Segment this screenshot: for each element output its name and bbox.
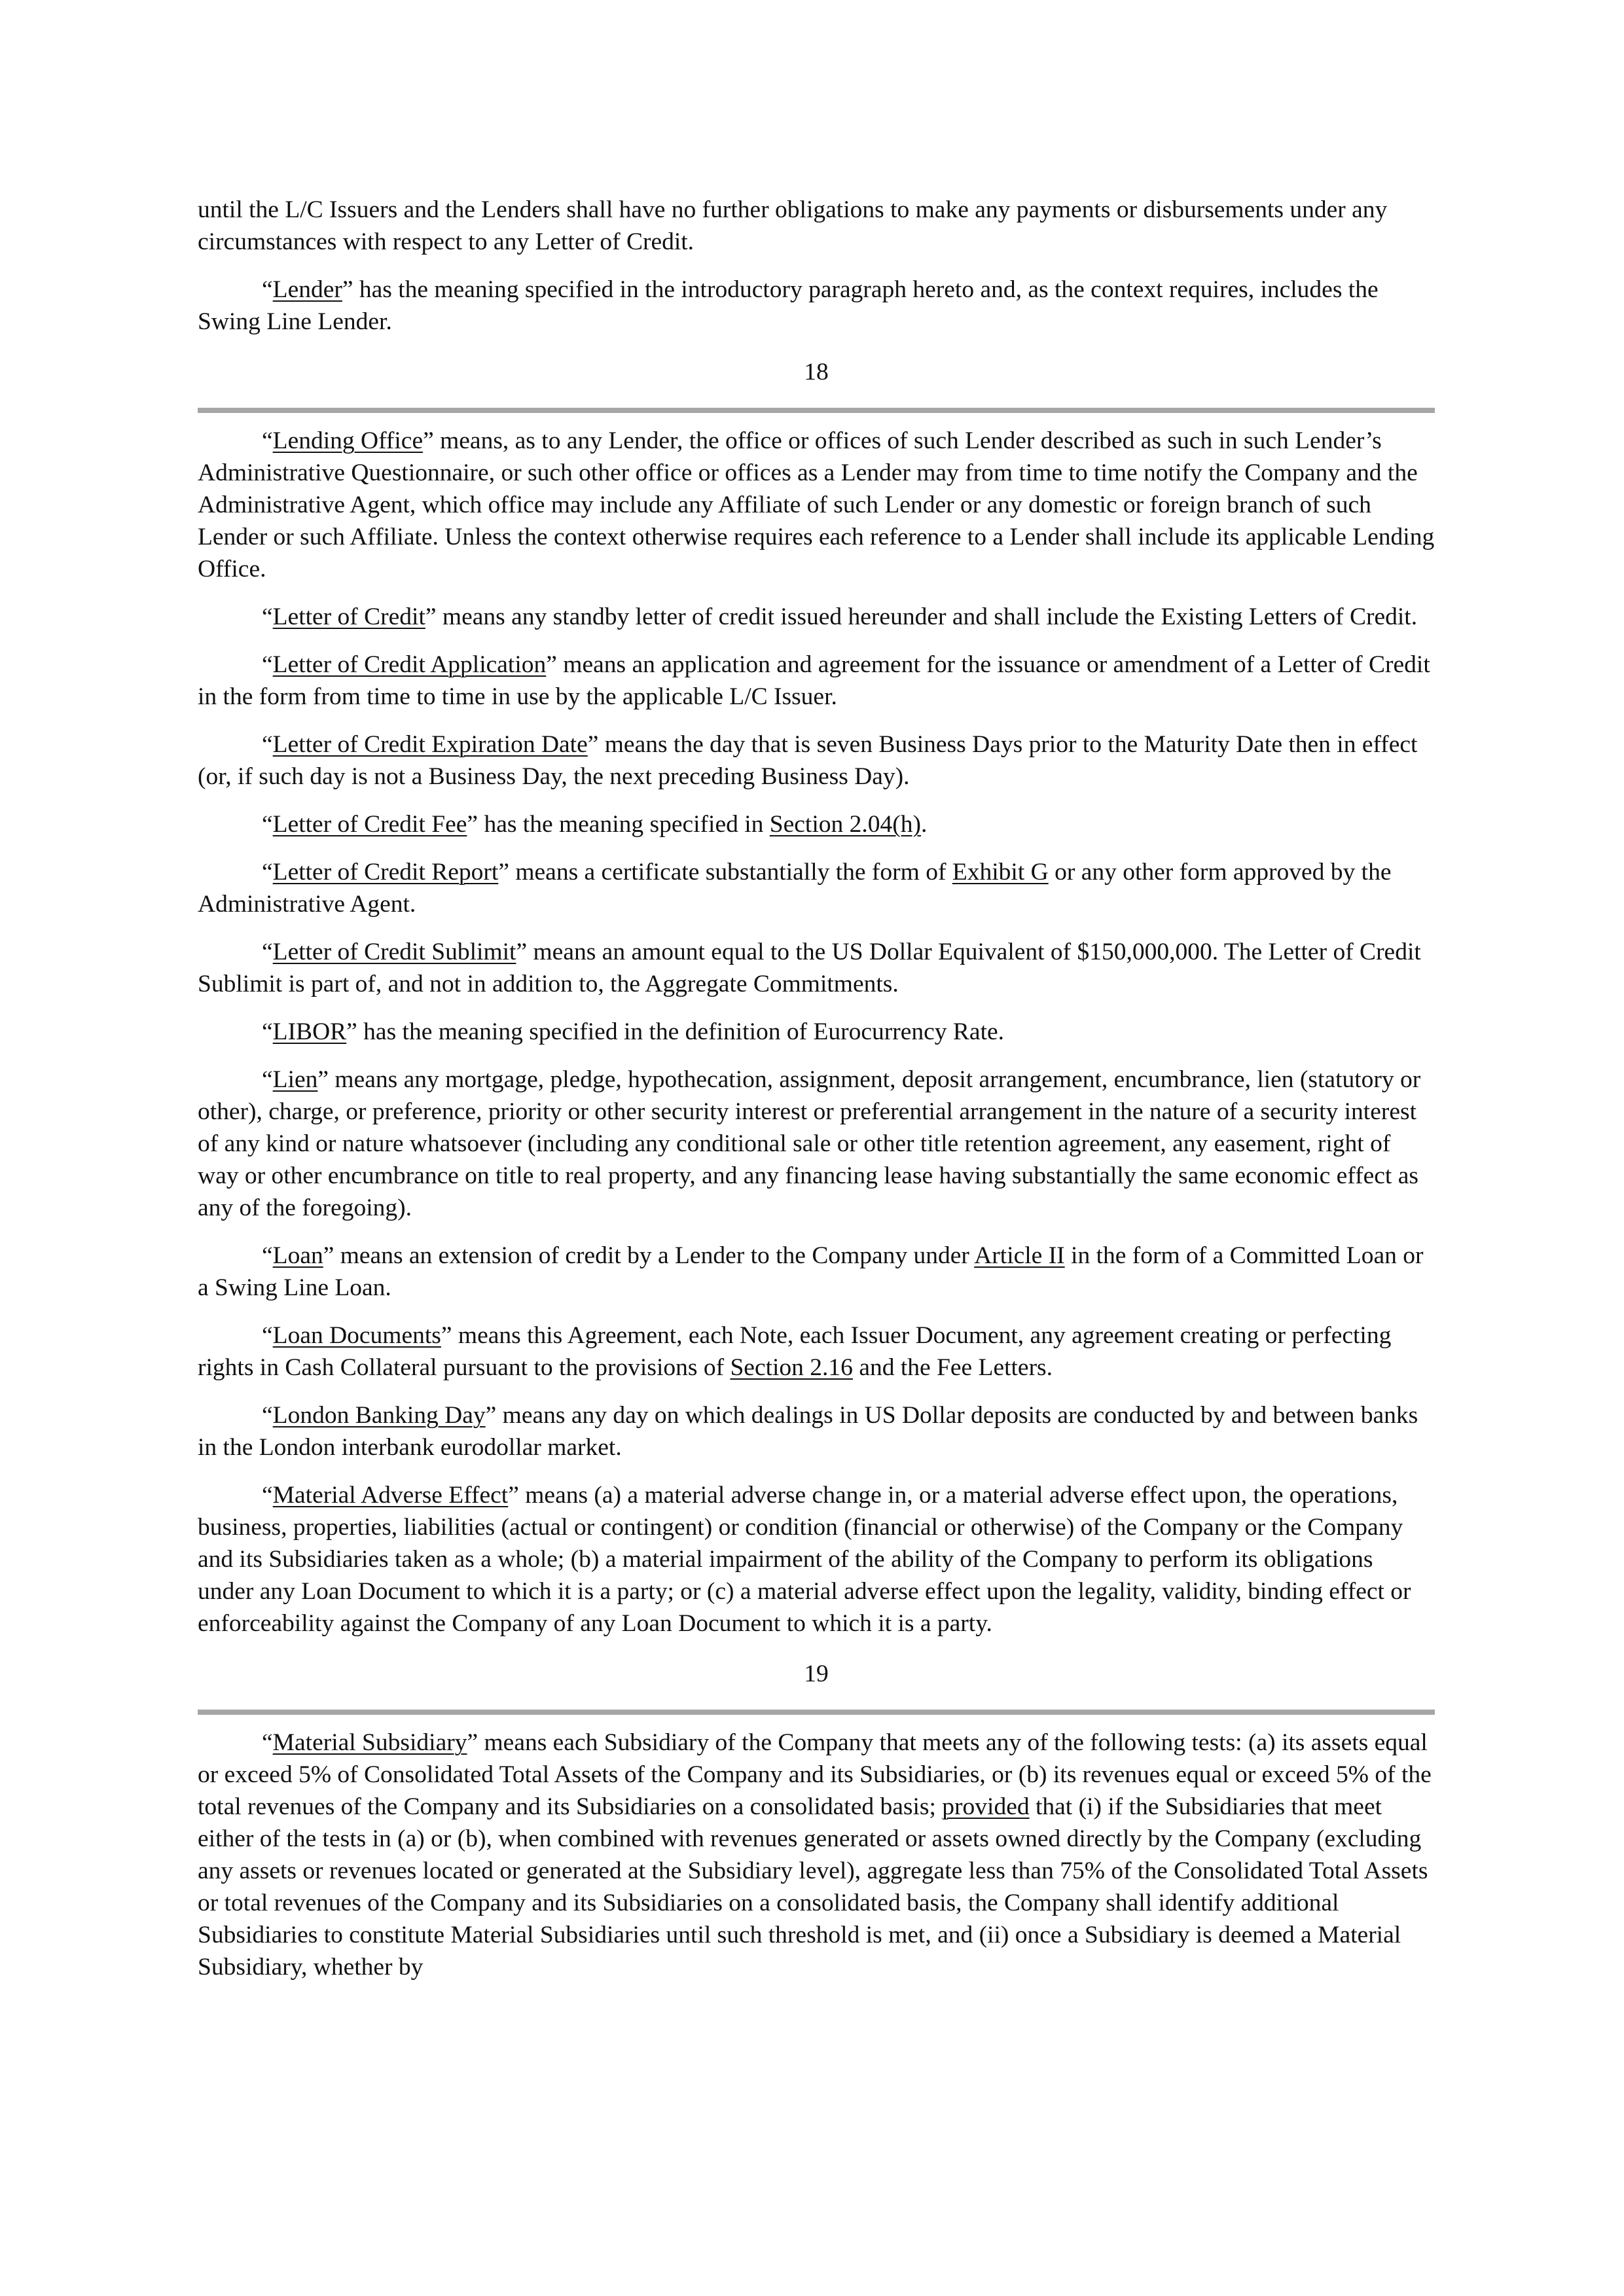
paragraph-text: “ [262,651,273,678]
paragraph-text: “ [262,1402,273,1429]
paragraph [198,425,1435,585]
defined-term: Loan Documents [272,1322,441,1349]
paragraph-text: ” means the day that is seven Business Days prior to the Maturity Date then in effect (or, if such day is not a Business Day, the next preceding Business Day). [198,731,1418,790]
paragraph-text: ” means a certificate substantially the form of [498,859,952,886]
paragraph-text: until the L/C Issuers and the Lenders shall have no further obligations to make any payments or disbursements under any circumstances with respect to any Letter of Credit. [198,196,1388,255]
paragraph-text: “ [262,427,273,454]
paragraph-text: ” has the meaning specified in [467,811,770,838]
paragraph-text: “ [262,811,273,838]
defined-term: Letter of Credit Application [272,651,547,678]
defined-term: Lending Office [272,427,424,454]
paragraph-text: and the Fee Letters. [852,1354,1053,1381]
paragraph [198,649,1435,713]
paragraph [198,1727,1435,1983]
paragraph-text: “ [262,859,273,886]
page-divider [198,408,1435,413]
paragraph-text: “ [262,1322,273,1349]
page-number: 18 [804,359,829,386]
paragraph-text: “ [262,731,273,758]
paragraph [198,601,1435,633]
paragraph [198,1399,1435,1463]
defined-term: Letter of Credit Expiration Date [272,731,588,758]
defined-term: Letter of Credit Sublimit [272,939,516,965]
defined-term: London Banking Day [272,1402,486,1429]
defined-term: Lien [272,1066,318,1093]
paragraph [198,1064,1435,1224]
defined-term: Letter of Credit Report [272,859,499,886]
defined-term: LIBOR [272,1018,347,1045]
paragraph-text: “ [262,603,273,630]
page-divider [198,1710,1435,1715]
paragraph-text: ” means an application and agreement for the issuance or amendment of a Letter of Credit in the form from time to time in use by the applicable L/C Issuer. [198,651,1430,710]
paragraph-text: ” means an extension of credit by a Lender to the Company under [323,1242,975,1269]
defined-term: Section 2.16 [730,1354,853,1381]
paragraph-text: ” means this Agreement, each Note, each Issuer Document, any agreement creating or perfecting rights in Cash Collateral pursuant to the provisions of [198,1322,1392,1381]
paragraph-text: “ [262,276,273,303]
paragraph-text: ” has the meaning specified in the definition of Eurocurrency Rate. [346,1018,1005,1045]
paragraph-text: “ [262,1242,273,1269]
paragraph [198,808,1435,840]
page-number: 19 [804,1660,829,1687]
defined-term: Article II [974,1242,1065,1269]
paragraph-text: or any other form approved by the Administrative Agent. [198,859,1392,918]
defined-term: Loan [272,1242,323,1269]
paragraph-text: “ [262,1018,273,1045]
defined-term: provided [942,1793,1030,1820]
defined-term: Lender [272,276,342,303]
defined-term: Material Subsidiary [272,1729,467,1756]
paragraph-text: ” means each Subsidiary of the Company that meets any of the following tests: (a) its assets equal or exceed 5% of Consolidated Total Assets of the Company and its Subsidiaries, or (b) its revenues equal or exceed 5% of the total revenues of the Company and its Subsidiaries on a consolidated basis; [198,1729,1432,1820]
paragraph-text: ” means an amount equal to the US Dollar Equivalent of $150,000,000. The Letter of Credit Sublimit is part of, and not in addition to, the Aggregate Commitments. [198,939,1421,997]
paragraph-text: ” means any day on which dealings in US Dollar deposits are conducted by and between banks in the London interbank eurodollar market. [198,1402,1418,1461]
paragraph [198,274,1435,338]
paragraph [198,1479,1435,1640]
paragraph-text: ” has the meaning specified in the introductory paragraph hereto and, as the context requires, includes the Swing Line Lender. [198,276,1379,335]
defined-term: Letter of Credit Fee [272,811,467,838]
paragraph [198,1016,1435,1048]
defined-term: Exhibit G [952,859,1049,886]
paragraph-text: ” means any standby letter of credit issued hereunder and shall include the Existing Letters of Credit. [425,603,1418,630]
defined-term: Material Adverse Effect [272,1482,509,1509]
paragraph-text: . [920,811,928,838]
paragraph [198,1240,1435,1304]
defined-term: Section 2.04(h) [769,811,921,838]
paragraph [198,194,1435,258]
paragraph-text: “ [262,1482,273,1509]
paragraph-text: “ [262,1729,273,1756]
paragraph-text: in the form of a Committed Loan or a Swing Line Loan. [198,1242,1424,1301]
paragraph [198,936,1435,1000]
paragraph [198,728,1435,793]
defined-term: Letter of Credit [272,603,425,630]
paragraph-text: ” means any mortgage, pledge, hypothecation, assignment, deposit arrangement, encumbrance, lien (statutory or other), charge, or preference, priority or other security interest or preferential arrangement in the nature of a security interest of any kind or nature whatsoever (including any conditional sale or other title retention agreement, any easement, right of way or other encumbrance on title to real property, and any financing lease having substantially the same economic effect as any of the foregoing). [198,1066,1421,1221]
paragraph [198,1319,1435,1384]
document-body [198,194,1435,1999]
paragraph-text: ” means (a) a material adverse change in, or a material adverse effect upon, the operations, business, properties, liabilities (actual or contingent) or condition (financial or otherwise) of the Company or the Company and its Subsidiaries taken as a whole; (b) a material impairment of the ability of the Company to perform its obligations under any Loan Document to which it is a party; or (c) a material adverse effect upon the legality, validity, binding effect or enforceability against the Company of any Loan Document to which it is a party. [198,1482,1411,1637]
paragraph-text: that (i) if the Subsidiaries that meet either of the tests in (a) or (b), when combined with revenues generated or assets owned directly by the Company (excluding any assets or revenues located or generated at the Subsidiary level), aggregate less than 75% of the Consolidated Total Assets or total revenues of the Company and its Subsidiaries on a consolidated basis, the Company shall identify additional Subsidiaries to constitute Material Subsidiaries until such threshold is met, and (ii) once a Subsidiary is deemed a Material Subsidiary, whether by [198,1793,1428,1981]
paragraph-text: “ [262,939,273,965]
paragraph [198,856,1435,920]
paragraph-text: ” means, as to any Lender, the office or offices of such Lender described as such in such Lender’s Administrative Questionnaire, or such other office or offices as a Lender may from time to time notify the Company and the Administrative Agent, which office may include any Affiliate of such Lender or any domestic or foreign branch of such Lender or such Affiliate. Unless the context otherwise requires each reference to a Lender shall include its applicable Lending Office. [198,427,1435,583]
paragraph-text: “ [262,1066,273,1093]
